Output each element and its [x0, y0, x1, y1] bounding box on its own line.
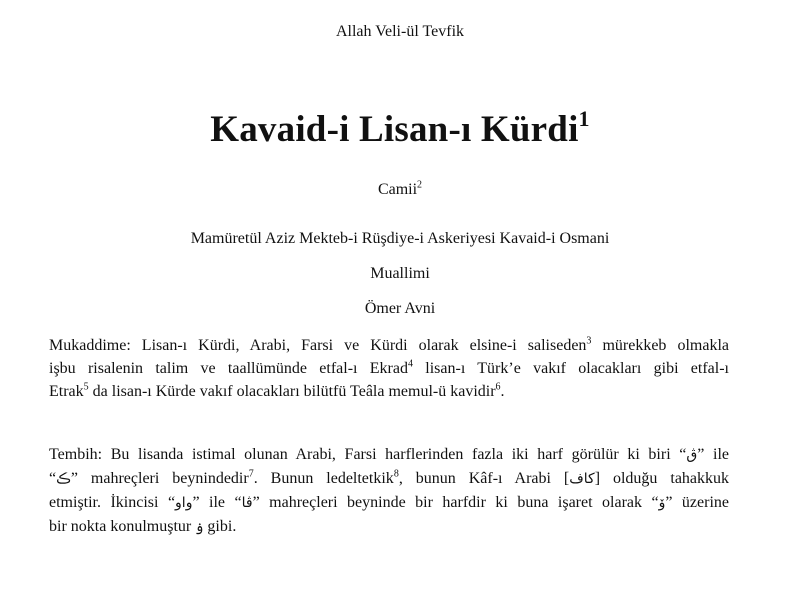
- footnote-ref-8[interactable]: 8: [393, 468, 399, 480]
- document-title: [0, 107, 800, 153]
- footnote-ref-7[interactable]: 7: [248, 468, 254, 480]
- title-footnote-ref[interactable]: 1: [578, 105, 590, 131]
- note-text: , bunun Kâf-ı Arabi [: [398, 470, 570, 487]
- note-text: Tembih: Bu lisanda istimal olunan Arabi, Farsi harflerinden fazla iki harf görülür ki biri “: [49, 446, 687, 463]
- intro-line-3: [49, 380, 729, 403]
- role-text: Muallimi: [370, 265, 430, 282]
- intro-line-2: [49, 357, 729, 380]
- author-footnote-ref[interactable]: 2: [417, 179, 423, 191]
- arabic-word-fa: ڤا: [241, 495, 253, 511]
- arabic-letter-waw-dotted: ۏ: [195, 519, 204, 535]
- author-line: [0, 180, 800, 200]
- note-line-4: [49, 515, 729, 539]
- author-label: Camii: [377, 181, 418, 198]
- role-line: [0, 264, 800, 284]
- note-text: ” ile “: [192, 494, 242, 511]
- intro-text: Mukaddime: Lisan-ı Kürdi, Arabi, Farsi ve Kürdi olarak elsine-i saliseden: [49, 337, 587, 354]
- note-line-1: [49, 443, 729, 467]
- intro-text: işbu risalenin talim ve taallümünde etfal-ı Ekrad: [49, 360, 408, 377]
- introduction-paragraph: [49, 334, 729, 403]
- intro-text: mürekkeb olmakla: [591, 337, 730, 354]
- note-line-2: [49, 467, 729, 491]
- note-text: ” mahreçleri beyninde bir harfdir ki buna işaret olarak “: [252, 494, 659, 511]
- note-text: etmiştir. İkincisi “: [49, 494, 176, 511]
- arabic-word-waw: واو: [175, 495, 193, 511]
- dedication-text: Allah Veli-ül Tevfik: [335, 23, 465, 40]
- intro-line-1: [49, 334, 729, 357]
- school-line: [0, 229, 800, 249]
- arabic-letter-qaf-variant: ڨ: [686, 447, 698, 463]
- note-text: ” üzerine: [665, 494, 730, 511]
- note-text: bir nokta konulmuştur: [49, 518, 196, 535]
- intro-text: lisan-ı Türk’e vakıf olacakları gibi etfal-ı: [412, 360, 730, 377]
- author-name-line: [0, 299, 800, 319]
- note-text: ” ile: [697, 446, 729, 463]
- footnote-ref-5[interactable]: 5: [83, 381, 89, 393]
- intro-text: da lisan-ı Kürde vakıf olacakları bilütfü Teâla memul-ü kavidir: [88, 383, 496, 400]
- footnote-ref-4[interactable]: 4: [407, 358, 413, 370]
- footnote-ref-3[interactable]: 3: [586, 335, 592, 347]
- intro-text: .: [500, 383, 505, 400]
- intro-text: Etrak: [49, 383, 84, 400]
- arabic-word-kaf: كاف: [569, 471, 595, 487]
- note-text: . Bunun ledeltetkik: [253, 470, 394, 487]
- note-paragraph: [49, 443, 729, 539]
- author-name-text: Ömer Avni: [364, 300, 436, 317]
- dedication-line: [0, 22, 800, 42]
- note-text: gibi.: [203, 518, 237, 535]
- school-text: Mamüretül Aziz Mekteb-i Rüşdiye-i Askeriyesi Kavaid-i Osmani: [190, 230, 610, 247]
- note-text: “: [49, 470, 57, 487]
- arabic-letter-waw: ۆ: [658, 495, 666, 511]
- note-text: ] olduğu tahakkuk: [594, 470, 730, 487]
- title-text: Kavaid-i Lisan-ı Kürdi: [210, 109, 579, 150]
- arabic-letter-kaf-variant: ڪ: [56, 471, 71, 487]
- note-line-3: [49, 491, 729, 515]
- note-text: ” mahreçleri beynindedir: [70, 470, 249, 487]
- footnote-ref-6[interactable]: 6: [495, 381, 501, 393]
